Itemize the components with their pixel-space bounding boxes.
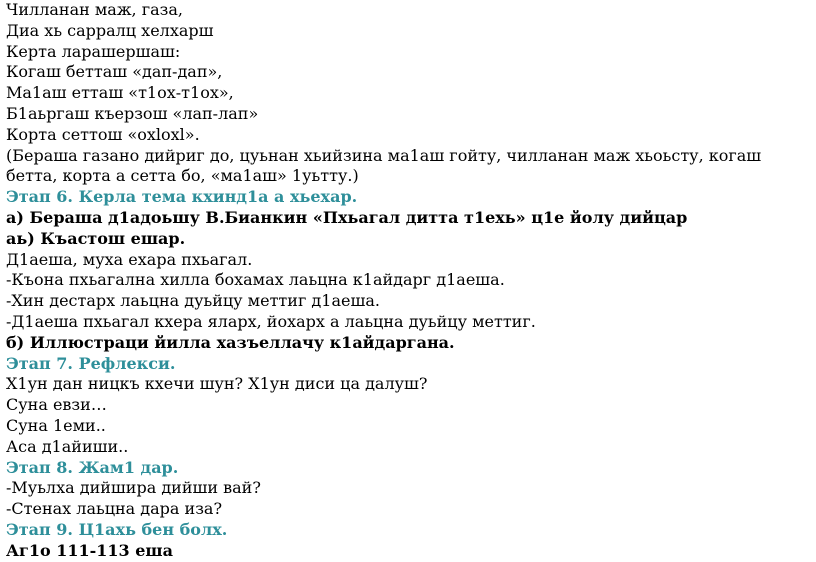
stage-7-heading: Этап 7. Рефлекси. (6, 353, 176, 373)
stage-8-line: -Муьлха дийшира дийши вай? (6, 478, 261, 498)
stage-6-subheading-b: б) Иллюстраци йилла хазъеллачу к1айдаргана. (6, 332, 455, 352)
poem-line: Когаш бетташ «дап-дап», (6, 62, 223, 82)
poem-line: Керта ларашершаш: (6, 41, 181, 61)
document (6, 0, 812, 562)
poem-line: Ма1аш етташ «т1ох-т1ох», (6, 83, 234, 103)
stage-9-heading: Этап 9. Ц1ахь бен болх. (6, 519, 228, 539)
homework-line: Аг1о 111-113 еша (6, 540, 173, 560)
stage-6-heading: Этап 6. Керла тема кхинд1а а хьехар. (6, 187, 358, 207)
stage-6-subheading-ab: аь) Къастош ешар. (6, 228, 186, 248)
stage-direction-note: (Бераша газано дийриг до, цуьнан хьийзина ма1аш гойту, чилланан маж хьоьсту, когаш бетта, корта а сетта бо, «ма1аш» 1уьтту.) (6, 145, 762, 186)
stage-7-line: Суна 1еми.. (6, 415, 106, 435)
stage-8-line: -Стенах лаьцна дара иза? (6, 499, 223, 519)
poem-line: Чилланан маж, газа, (6, 0, 183, 19)
poem-line: Корта сеттош «oxloxl». (6, 124, 200, 144)
stage-6-line: -Къона пхьагална хилла бохамах лаьцна к1айдарг д1аеша. (6, 270, 505, 290)
stage-7-line: Х1ун дан ницкъ кхечи шун? Х1ун диси ца далуш? (6, 374, 428, 394)
stage-8-heading: Этап 8. Жам1 дар. (6, 457, 179, 477)
stage-6-line: Д1аеша, муха ехара пхьагал. (6, 249, 253, 269)
poem-line: Б1аьргаш къерзош «лап-лап» (6, 103, 259, 123)
stage-6-line: -Д1аеша пхьагал кхера яларх, йохарх а лаьцна дуьйцу меттиг. (6, 311, 536, 331)
stage-6-subheading-a: а) Бераша д1адоьшу В.Бианкин «Пхьагал дитта т1ехь» ц1е йолу дийцар (6, 207, 688, 227)
stage-7-line: Суна евзи… (6, 395, 107, 415)
stage-7-line: Аса д1айиши.. (6, 436, 129, 456)
poem-line: Диа хь сарралц хелхарш (6, 20, 214, 40)
stage-6-line: -Хин дестарх лаьцна дуьйцу меттиг д1аеша. (6, 291, 380, 311)
